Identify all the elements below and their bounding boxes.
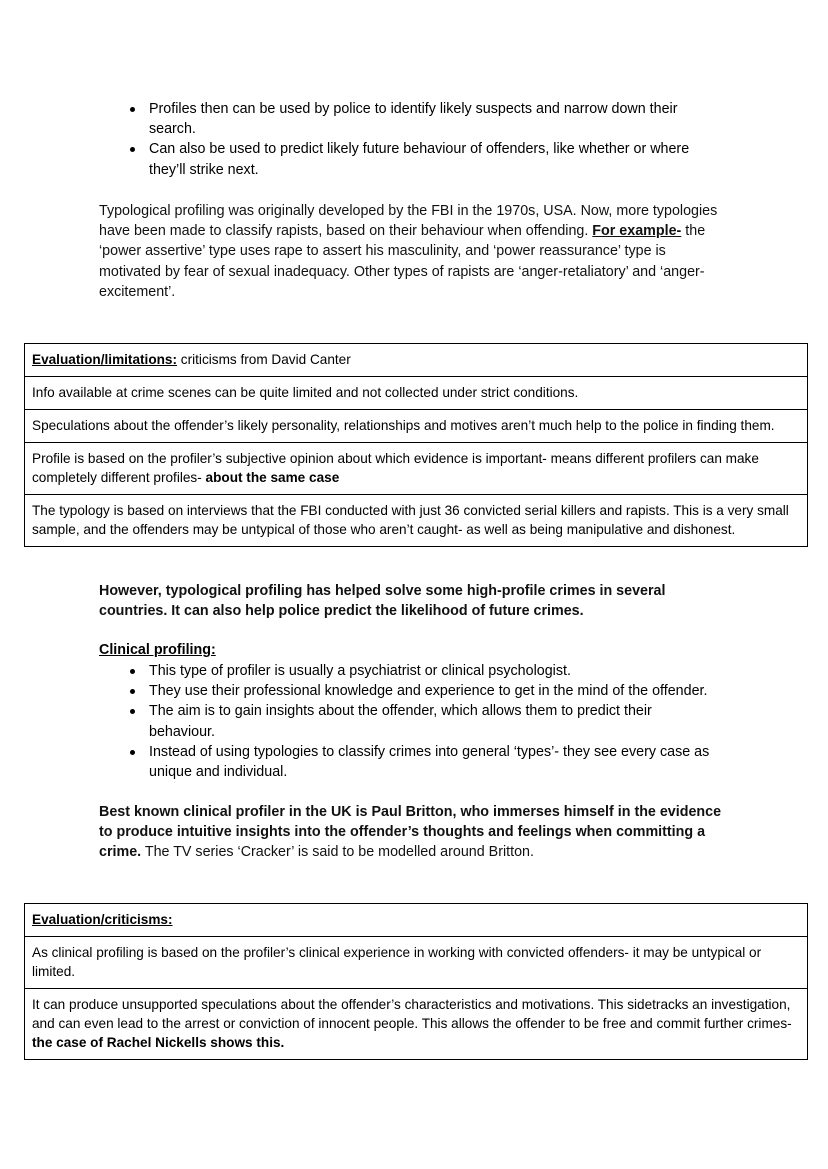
bullet-text: Profiles then can be used by police to identify likely suspects and narrow down their search. [149,101,678,138]
clinical-profiling-bullet-list [129,661,719,782]
table-row [25,989,808,1060]
list-item [129,681,719,701]
bullet-text: Can also be used to predict likely future behaviour of offenders, like whether or where they’ll strike next. [149,141,690,178]
table-cell [25,989,808,1060]
table-row [25,377,808,410]
table-cell [25,937,808,989]
evaluation-criticisms-label: Evaluation/criticisms: [32,912,173,927]
table-header-cell [25,344,808,377]
evaluation-limitations-label: Evaluation/limitations: [32,352,178,367]
cell-text: Speculations about the offender’s likely personality, relationships and motives aren’t much help to the police in finding them. [32,418,775,433]
typological-profiling-paragraph [99,201,719,302]
table-row [25,410,808,443]
intro-bullet-list [129,99,719,180]
table-row [25,443,808,495]
paul-britton-paragraph [99,802,724,863]
clinical-evaluation-table [24,903,808,1060]
table-row [25,495,808,547]
bullet-text: This type of profiler is usually a psychiatrist or clinical psychologist. [149,663,571,679]
table-cell [25,410,808,443]
cell-text: It can produce unsupported speculations about the offender’s characteristics and motivations. This sidetracks an investigation, and can even lead to the arrest or conviction of innocent people. This allows the offender to be free and commit further crimes- [32,997,792,1031]
list-item [129,742,719,782]
table-row [25,344,808,377]
list-item [129,139,719,179]
typology-evaluation-table [24,343,808,547]
paragraph-part-2: the ‘power assertive’ type uses rape to assert his masculinity, and ‘power reassurance’ type is motivated by fear of sexual inadequacy. Other types of rapists are ‘anger-retaliatory’ and ‘anger-excitement’. [99,223,706,300]
list-item [129,701,719,741]
for-example-emphasis: For example- [592,223,682,240]
however-paragraph [99,581,729,621]
britton-rest-text: The TV series ‘Cracker’ is said to be modelled around Britton. [141,844,534,861]
paragraph-part-1: Typological profiling was originally developed by the FBI in the 1970s, USA. Now, more typologies have been made to classify rapists, based on their behaviour when offending. [99,203,718,240]
britton-bold-text: Best known clinical profiler in the UK is Paul Britton, who immerses himself in the evidence to produce intuitive insights into the offender’s thoughts and feelings when committing a crime. [99,804,722,861]
table-cell [25,377,808,410]
cell-bold-tail: about the same case [205,470,340,485]
list-item [129,99,719,139]
bullet-text: The aim is to gain insights about the offender, which allows them to predict their behaviour. [149,703,652,740]
bullet-text: They use their professional knowledge and experience to get in the mind of the offender. [149,683,708,700]
clinical-profiling-heading: Clinical profiling: [99,642,216,658]
table-cell [25,443,808,495]
cell-text: As clinical profiling is based on the profiler’s clinical experience in working with convicted offenders- it may be untypical or limited. [32,945,762,979]
cell-text: The typology is based on interviews that the FBI conducted with just 36 convicted serial killers and rapists. This is a very small sample, and the offenders may be untypical of those who aren’t caught- as well as being manipulative and dishonest. [32,503,789,537]
table-cell [25,495,808,547]
cell-text: Profile is based on the profiler’s subjective opinion about which evidence is important- means different profilers can make completely different profiles- [32,451,759,485]
table-row [25,937,808,989]
evaluation-limitations-subtitle: criticisms from David Canter [177,352,351,367]
bullet-text: Instead of using typologies to classify crimes into general ‘types’- they see every case as unique and individual. [149,743,710,781]
table-header-cell [25,904,808,937]
table-row [25,904,808,937]
however-text: However, typological profiling has helped solve some high-profile crimes in several countries. It can also help police predict the likelihood of future crimes. [99,583,666,620]
cell-bold-tail: the case of Rachel Nickells shows this. [32,1035,285,1050]
list-item [129,661,719,681]
cell-text: Info available at crime scenes can be quite limited and not collected under strict conditions. [32,385,579,400]
